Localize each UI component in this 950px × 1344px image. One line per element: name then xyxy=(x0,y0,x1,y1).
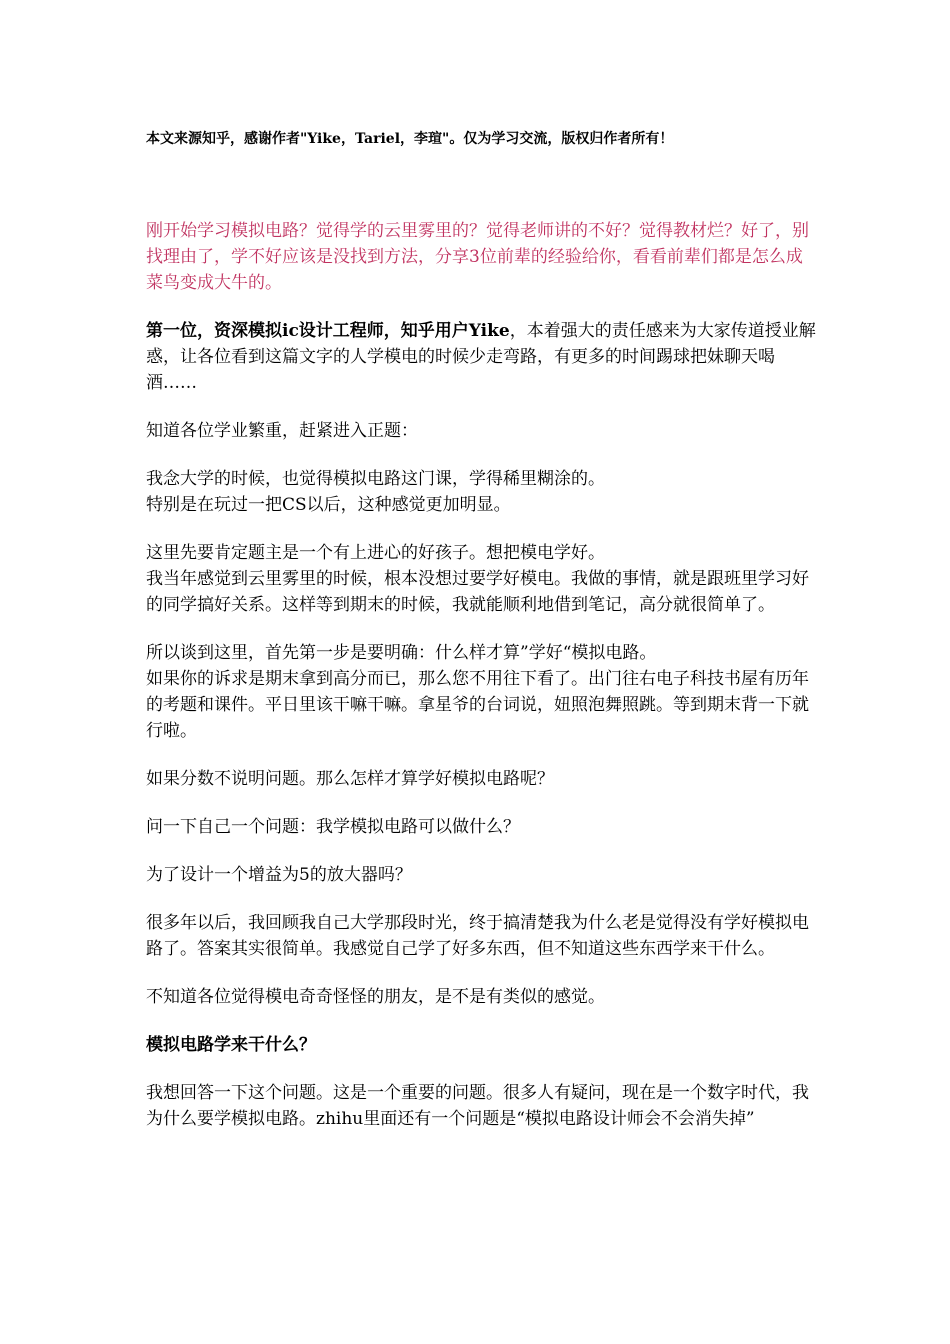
author-intro-rest: ，本着强大的责任感来为大家传道授业解惑，让各位看到这篇文字的人学模电的时候少走弯路，有更多的时间踢球把妹聊天喝酒…… xyxy=(146,321,816,393)
article-body xyxy=(146,318,816,1154)
paragraph-4 xyxy=(146,640,816,744)
paragraph-line: 知道各位学业繁重，赶紧进入正题： xyxy=(146,421,418,441)
paragraph-line: 所以谈到这里，首先第一步是要明确：什么样才算”学好“模拟电路。 xyxy=(146,643,657,663)
intro-paragraph: 刚开始学习模拟电路？觉得学的云里雾里的？觉得老师讲的不好？觉得教材烂？好了，别找理由了，学不好应该是没找到方法，分享3位前辈的经验给你，看看前辈们都是怎么成菜鸟变成大牛的。 xyxy=(146,221,809,293)
author-intro-paragraph xyxy=(146,318,816,396)
paragraph-6 xyxy=(146,814,816,840)
paragraph-7 xyxy=(146,862,816,888)
paragraph-8 xyxy=(146,910,816,962)
paragraph-line: 特别是在玩过一把CS以后，这种感觉更加明显。 xyxy=(146,495,511,515)
source-note: 本文来源知乎，感谢作者"Yike，Tariel，李瑄"。仅为学习交流，版权归作者所有！ xyxy=(146,131,674,147)
paragraph-line: 我念大学的时候，也觉得模拟电路这门课，学得稀里糊涂的。 xyxy=(146,469,605,489)
paragraph-line: 不知道各位觉得模电奇奇怪怪的朋友，是不是有类似的感觉。 xyxy=(146,987,605,1007)
paragraph-line: 如果分数不说明问题。那么怎样才算学好模拟电路呢？ xyxy=(146,769,554,789)
paragraph-line: 很多年以后，我回顾我自己大学那段时光，终于搞清楚我为什么老是觉得没有学好模拟电路了。答案其实很简单。我感觉自己学了好多东西，但不知道这些东西学来干什么。 xyxy=(146,913,809,959)
paragraph-9 xyxy=(146,984,816,1010)
paragraph-5 xyxy=(146,766,816,792)
paragraph-line: 我当年感觉到云里雾里的时候，根本没想过要学好模电。我做的事情，就是跟班里学习好的同学搞好关系。这样等到期末的时候，我就能顺利地借到笔记，高分就很简单了。 xyxy=(146,569,809,615)
paragraph-line: 这里先要肯定题主是一个有上进心的好孩子。想把模电学好。 xyxy=(146,543,605,563)
paragraph-line: 问一下自己一个问题：我学模拟电路可以做什么？ xyxy=(146,817,520,837)
paragraph-3 xyxy=(146,540,816,618)
paragraph-line: 为了设计一个增益为5的放大器吗？ xyxy=(146,865,412,885)
paragraph-line: 如果你的诉求是期末拿到高分而已，那么您不用往下看了。出门往右电子科技书屋有历年的考题和课件。平日里该干嘛干嘛。拿星爷的台词说，妞照泡舞照跳。等到期末背一下就行啦。 xyxy=(146,669,809,741)
paragraph-2 xyxy=(146,466,816,518)
section-heading: 模拟电路学来干什么？ xyxy=(146,1035,316,1055)
paragraph-1 xyxy=(146,418,816,444)
closing-paragraph: 我想回答一下这个问题。这是一个重要的问题。很多人有疑问，现在是一个数字时代，我为什么要学模拟电路。zhihu里面还有一个问题是“模拟电路设计师会不会消失掉” xyxy=(146,1083,809,1129)
author-intro-bold: 第一位，资深模拟ic设计工程师，知乎用户Yike xyxy=(146,321,510,341)
